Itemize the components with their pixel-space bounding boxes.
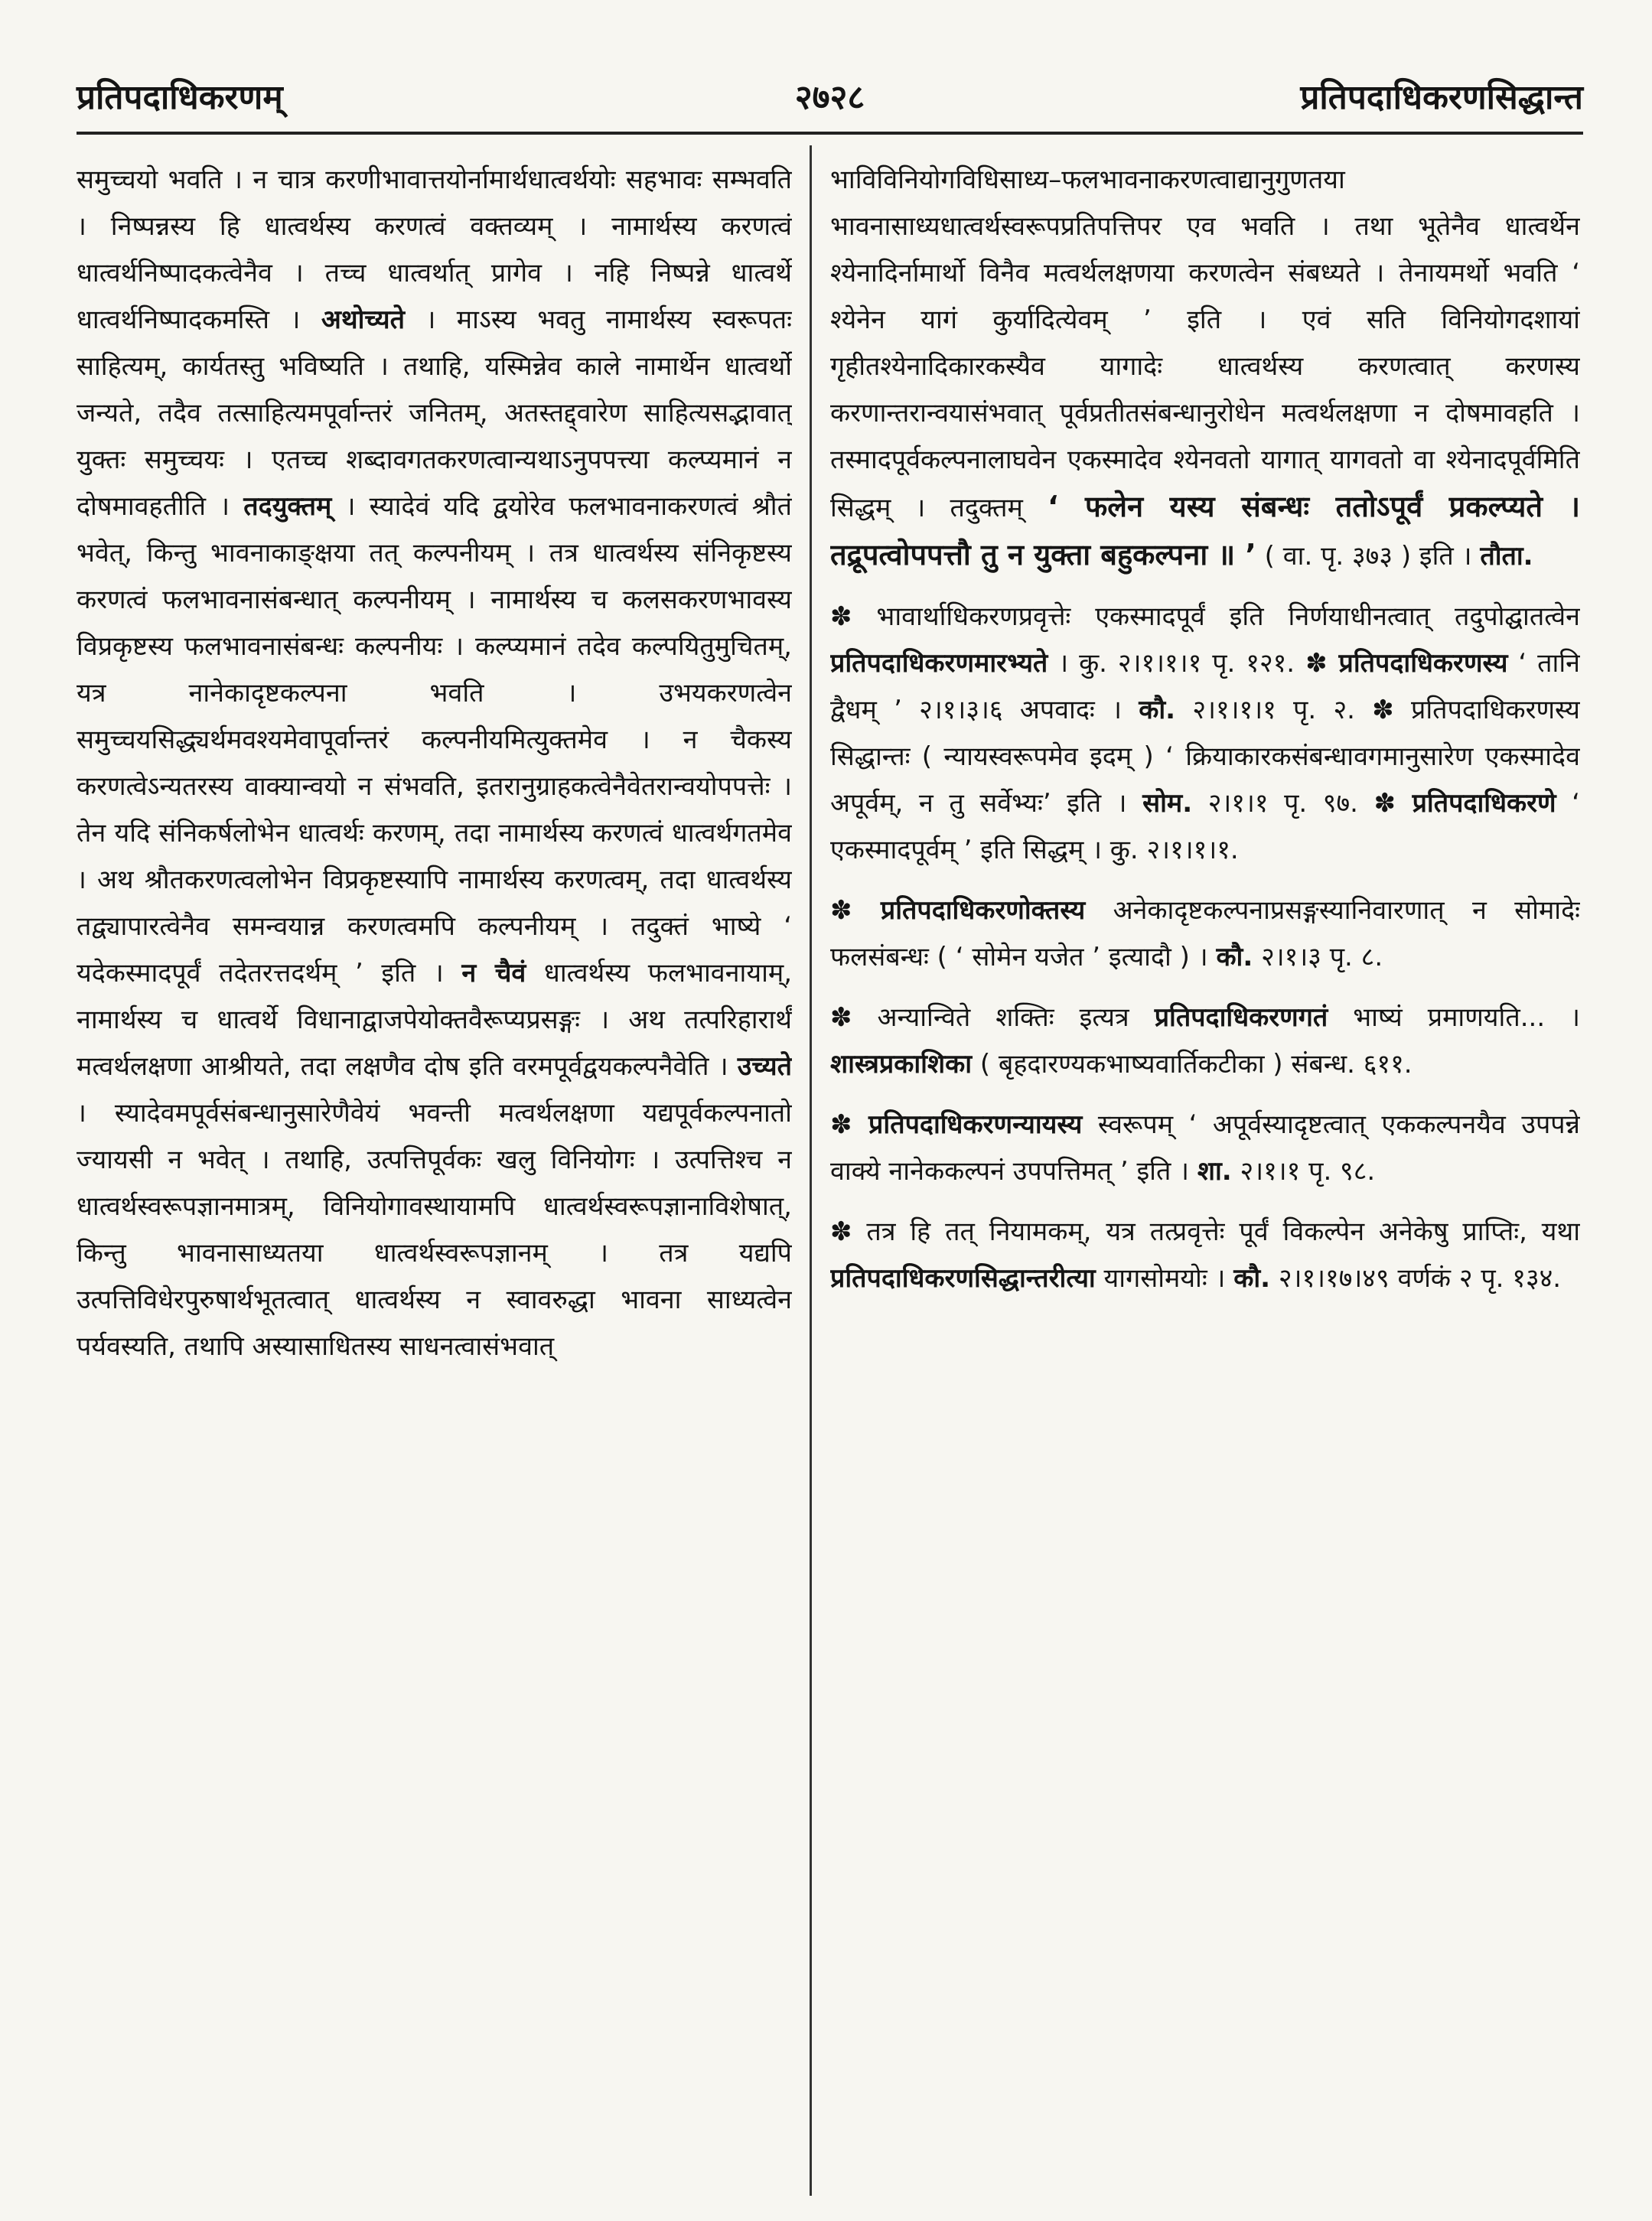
citation-abbrev: कौ. — [1233, 1263, 1271, 1294]
citation: ( बृहदारण्यकभाष्यवार्तिकटीका ) संबन्ध. ६११. — [979, 1049, 1413, 1080]
citation: २।१।३ पृ. ८. — [1261, 942, 1383, 972]
citation: २।१।१ पृ. ९७. — [1207, 788, 1358, 819]
quoted-verse: ‘ फलेन यस्य संबन्धः ततोऽपूर्वं प्रकल्प्यते । तद्रूपत्वोपपत्तौ तु न युक्ता बहुकल्पना ॥ ’ — [830, 490, 1580, 572]
bold-run: प्रतिपदाधिकरणसिद्धान्तरीत्या — [830, 1263, 1096, 1294]
citation-abbrev: कौ. — [1139, 695, 1176, 725]
citation-abbrev: कौ. — [1216, 942, 1253, 972]
text-run: । स्यादेवमपूर्वसंबन्धानुसारेणैवेयं भवन्ती मत्वर्थलक्षणा यद्यपूर्वकल्पनातो ज्यायसी न भवेत् । तथाहि, उत्पत्तिपूर्वकः खलु विनियोगः । उत्पत्तिश्च न धात्वर्थस्वरूपज्ञानमात्रम्, विनियोगावस्थायामपि धात्वर्थस्वरूपज्ञानाविशेषात्, किन्तु भावनासाध्यतया धात्वर्थस्वरूपज्ञानम् । तत्र यद्यपि उत्पत्तिविधेरपुरुषार्थभूतत्वात् धात्वर्थस्य न स्वावरुद्धा भावना साध्यत्वेन पर्यवस्यति, तथापि अस्यासाधितस्य साधनत्वासंभवात् — [77, 1098, 792, 1362]
text-run: भाविविनियोगविधिसाध्य–फलभावनाकरणत्वाद्यानुगुणतया भावनासाध्यधात्वर्थस्वरूपप्रतिपत्तिपर एव भवति । तथा भूतेनैव धात्वर्थेन श्येनादिर्नामार्थो विनैव मत्वर्थलक्षणया करणत्वेन संबध्यते । तेनायमर्थो भवति ‘ श्येनेन यागं कुर्यादित्येवम् ’ इति । एवं सति विनियोगदशायां गृहीतश्येनादिकारकस्यैव यागादेः धात्वर्थस्य करणत्वात् करणस्य करणान्तरान्वयासंभवात् पूर्वप्रतीतसंबन्धानुरोधेन मत्वर्थलक्षणा न दोषमावहति । तस्मादपूर्वकल्पनालाघवेन एकस्मादेव श्येनवतो यागात् यागवतो वा श्येनादपूर्वमिति सिद्धम् । तदुक्तम् — [830, 164, 1580, 523]
text-run: ✽ तत्र हि तत् नियामकम्, यत्र तत्प्रवृत्तेः पूर्वं विकल्पेन अनेकेषु प्राप्तिः, यथा — [830, 1216, 1580, 1247]
running-title-left: प्रतिपदाधिकरणम् — [77, 78, 283, 117]
footnote-2 — [830, 887, 1580, 981]
text-run: ‘ तानि द्वैधम् ’ २।१।३।६ अपवादः । — [830, 648, 1580, 725]
bold-run: प्रतिपदाधिकरणगतं — [1154, 1002, 1328, 1033]
left-paragraph — [77, 157, 792, 1370]
bold-run: ✽ प्रतिपदाधिकरणन्यायस्य — [830, 1109, 1083, 1140]
text-run: स्वरूपम् ‘ अपूर्वस्यादृष्टत्वात् एककल्पनयैव उपपन्ने वाक्ये नानेककल्पनं उपपत्तिमत् ’ इति । — [830, 1109, 1580, 1187]
text-run: धात्वर्थस्य फलभावनायाम्, नामार्थस्य च धात्वर्थे विधानाद्वाजपेयोक्तवैरूप्यप्रसङ्गः । अथ तत्परिहारार्थं मत्वर्थलक्षणा आश्रीयते, तदा लक्षणैव दोष इति वरमपूर्वद्वयकल्पनैवेति । — [77, 958, 792, 1082]
column-divider — [810, 145, 812, 2196]
bold-run: शास्त्रप्रकाशिका — [830, 1049, 973, 1080]
footnote-5 — [830, 1209, 1580, 1302]
text-run: ✽ अन्यान्विते शक्तिः इत्यत्र — [830, 1002, 1129, 1033]
footnote-3 — [830, 995, 1580, 1088]
bold-run: ✽ प्रतिपदाधिकरणस्य — [1305, 648, 1508, 679]
citation: ( वा. पृ. ३७३ ) इति । — [1264, 541, 1472, 572]
page-header — [77, 73, 1583, 126]
text-run: यागसोमयोः । — [1103, 1263, 1226, 1294]
header-rule — [77, 132, 1583, 135]
bold-run: तदयुक्तम् — [243, 491, 332, 522]
running-title-right: प्रतिपदाधिकरणसिद्धान्त — [1300, 78, 1583, 117]
bold-run: उच्यते — [737, 1051, 792, 1082]
right-paragraph — [830, 157, 1580, 580]
bold-run: ✽ प्रतिपदाधिकरणोक्तस्य — [830, 895, 1086, 926]
citation-abbrev: शा. — [1197, 1156, 1232, 1187]
text-run: २।१।१।१ पृ. २. ✽ प्रतिपदाधिकरणस्य सिद्धान्तः ( न्यायस्वरूपमेव इदम् ) ‘ क्रियाकारकसंबन्धावगमानुसारेण एकस्मादेव अपूर्वम्, न तु सर्वेभ्यः’ इति । — [830, 695, 1580, 819]
citation: । कु. २।१।१।१ पृ. १२१. — [1058, 648, 1295, 679]
left-column — [77, 157, 792, 2184]
bold-run: प्रतिपदाधिकरणमारभ्यते — [830, 648, 1048, 679]
text-run: ✽ भावार्थाधिकरणप्रवृत्तेः एकस्मादपूर्वं इति निर्णयाधीनत्वात् तदुपोद्घातत्वेन — [830, 601, 1580, 632]
citation-abbrev: सोम. — [1142, 788, 1193, 819]
citation: २।१।१ पृ. ९८. — [1240, 1156, 1376, 1187]
footnote-4 — [830, 1102, 1580, 1195]
footnote-1 — [830, 594, 1580, 874]
text-run: ‘ एकस्मादपूर्वम् ’ इति सिद्धम् । कु. २।१।१।१. — [830, 788, 1580, 865]
page-number: २७२८ — [794, 78, 865, 117]
citation: २।१।१७।४९ वर्णकं २ पृ. १३४. — [1278, 1263, 1562, 1294]
bold-run: ✽ प्रतिपदाधिकरणे — [1373, 788, 1556, 819]
citation-abbrev: तौता. — [1480, 541, 1533, 572]
text-run: भाष्यं प्रमाणयति... । — [1353, 1002, 1580, 1033]
bold-run: न चैवं — [461, 958, 526, 988]
text-run: । स्यादेवं यदि द्वयोरेव फलभावनाकरणत्वं श्रौतं भवेत्, किन्तु भावनाकाङ्क्षया तत् कल्पनीयम् । तत्र धात्वर्थस्य संनिकृष्टस्य करणत्वं फलभावनासंबन्धात् कल्पनीयम् । नामार्थस्य च कलसकरणभावस्य विप्रकृष्टस्य फलभावनासंबन्धः कल्पनीयः । कल्प्यमानं तदेव कल्पयितुमुचितम्, यत्र नानेकादृष्टकल्पना भवति । उभयकरणत्वेन समुच्चयसिद्ध्यर्थमवश्यमेवापूर्वान्तरं कल्पनीयमित्युक्तमेव । न चैकस्य करणत्वेऽन्यतरस्य वाक्यान्वयो न संभवति, इतरानुग्राहकत्वेनैवेतरान्वयोपपत्तेः । तेन यदि संनिकर्षलोभेन धात्वर्थः करणम्, तदा नामार्थस्य करणत्वं धात्वर्थगतमेव । अथ श्रौतकरणत्वलोभेन विप्रकृष्टस्यापि नामार्थस्य करणत्वम्, तदा धात्वर्थस्य तद्व्यापारत्वेनैव समन्वयान्न करणत्वमपि कल्पनीयम् । तदुक्तं भाष्ये ‘ यदेकस्मादपूर्वं तदेतरत्तदर्थम् ’ इति । — [77, 491, 792, 988]
right-column — [830, 157, 1580, 2184]
text-run: अनेकादृष्टकल्पनाप्रसङ्गस्यानिवारणात् न सोमादेः फलसंबन्धः ( ‘ सोमेन यजेत ’ इत्यादौ ) । — [830, 895, 1580, 972]
bold-run: अथोच्यते — [321, 304, 405, 335]
text-run: समुच्चयो भवति । न चात्र करणीभावात्तयोर्नामार्थधात्वर्थयोः सहभावः सम्भवति । निष्पन्नस्य हि धात्वर्थस्य करणत्वं वक्तव्यम् । नामार्थस्य करणत्वं धात्वर्थनिष्पादकत्वेनैव । तच्च धात्वर्थात् प्रागेव । नहि निष्पन्ने धात्वर्थे धात्वर्थनिष्पादकमस्ति । — [77, 164, 792, 335]
text-run: । माऽस्य भवतु नामार्थस्य स्वरूपतः साहित्यम्, कार्यतस्तु भविष्यति । तथाहि, यस्मिन्नेव काले नामार्थेन धात्वर्थो जन्यते, तदैव तत्साहित्यमपूर्वान्तरं जनितम्, अतस्तद्द्वारेण साहित्यसद्भावात् युक्तः समुच्चयः । एतच्च शब्दावगतकरणत्वान्यथाऽनुपपत्त्या कल्प्यमानं न दोषमावहतीति । — [77, 304, 792, 522]
